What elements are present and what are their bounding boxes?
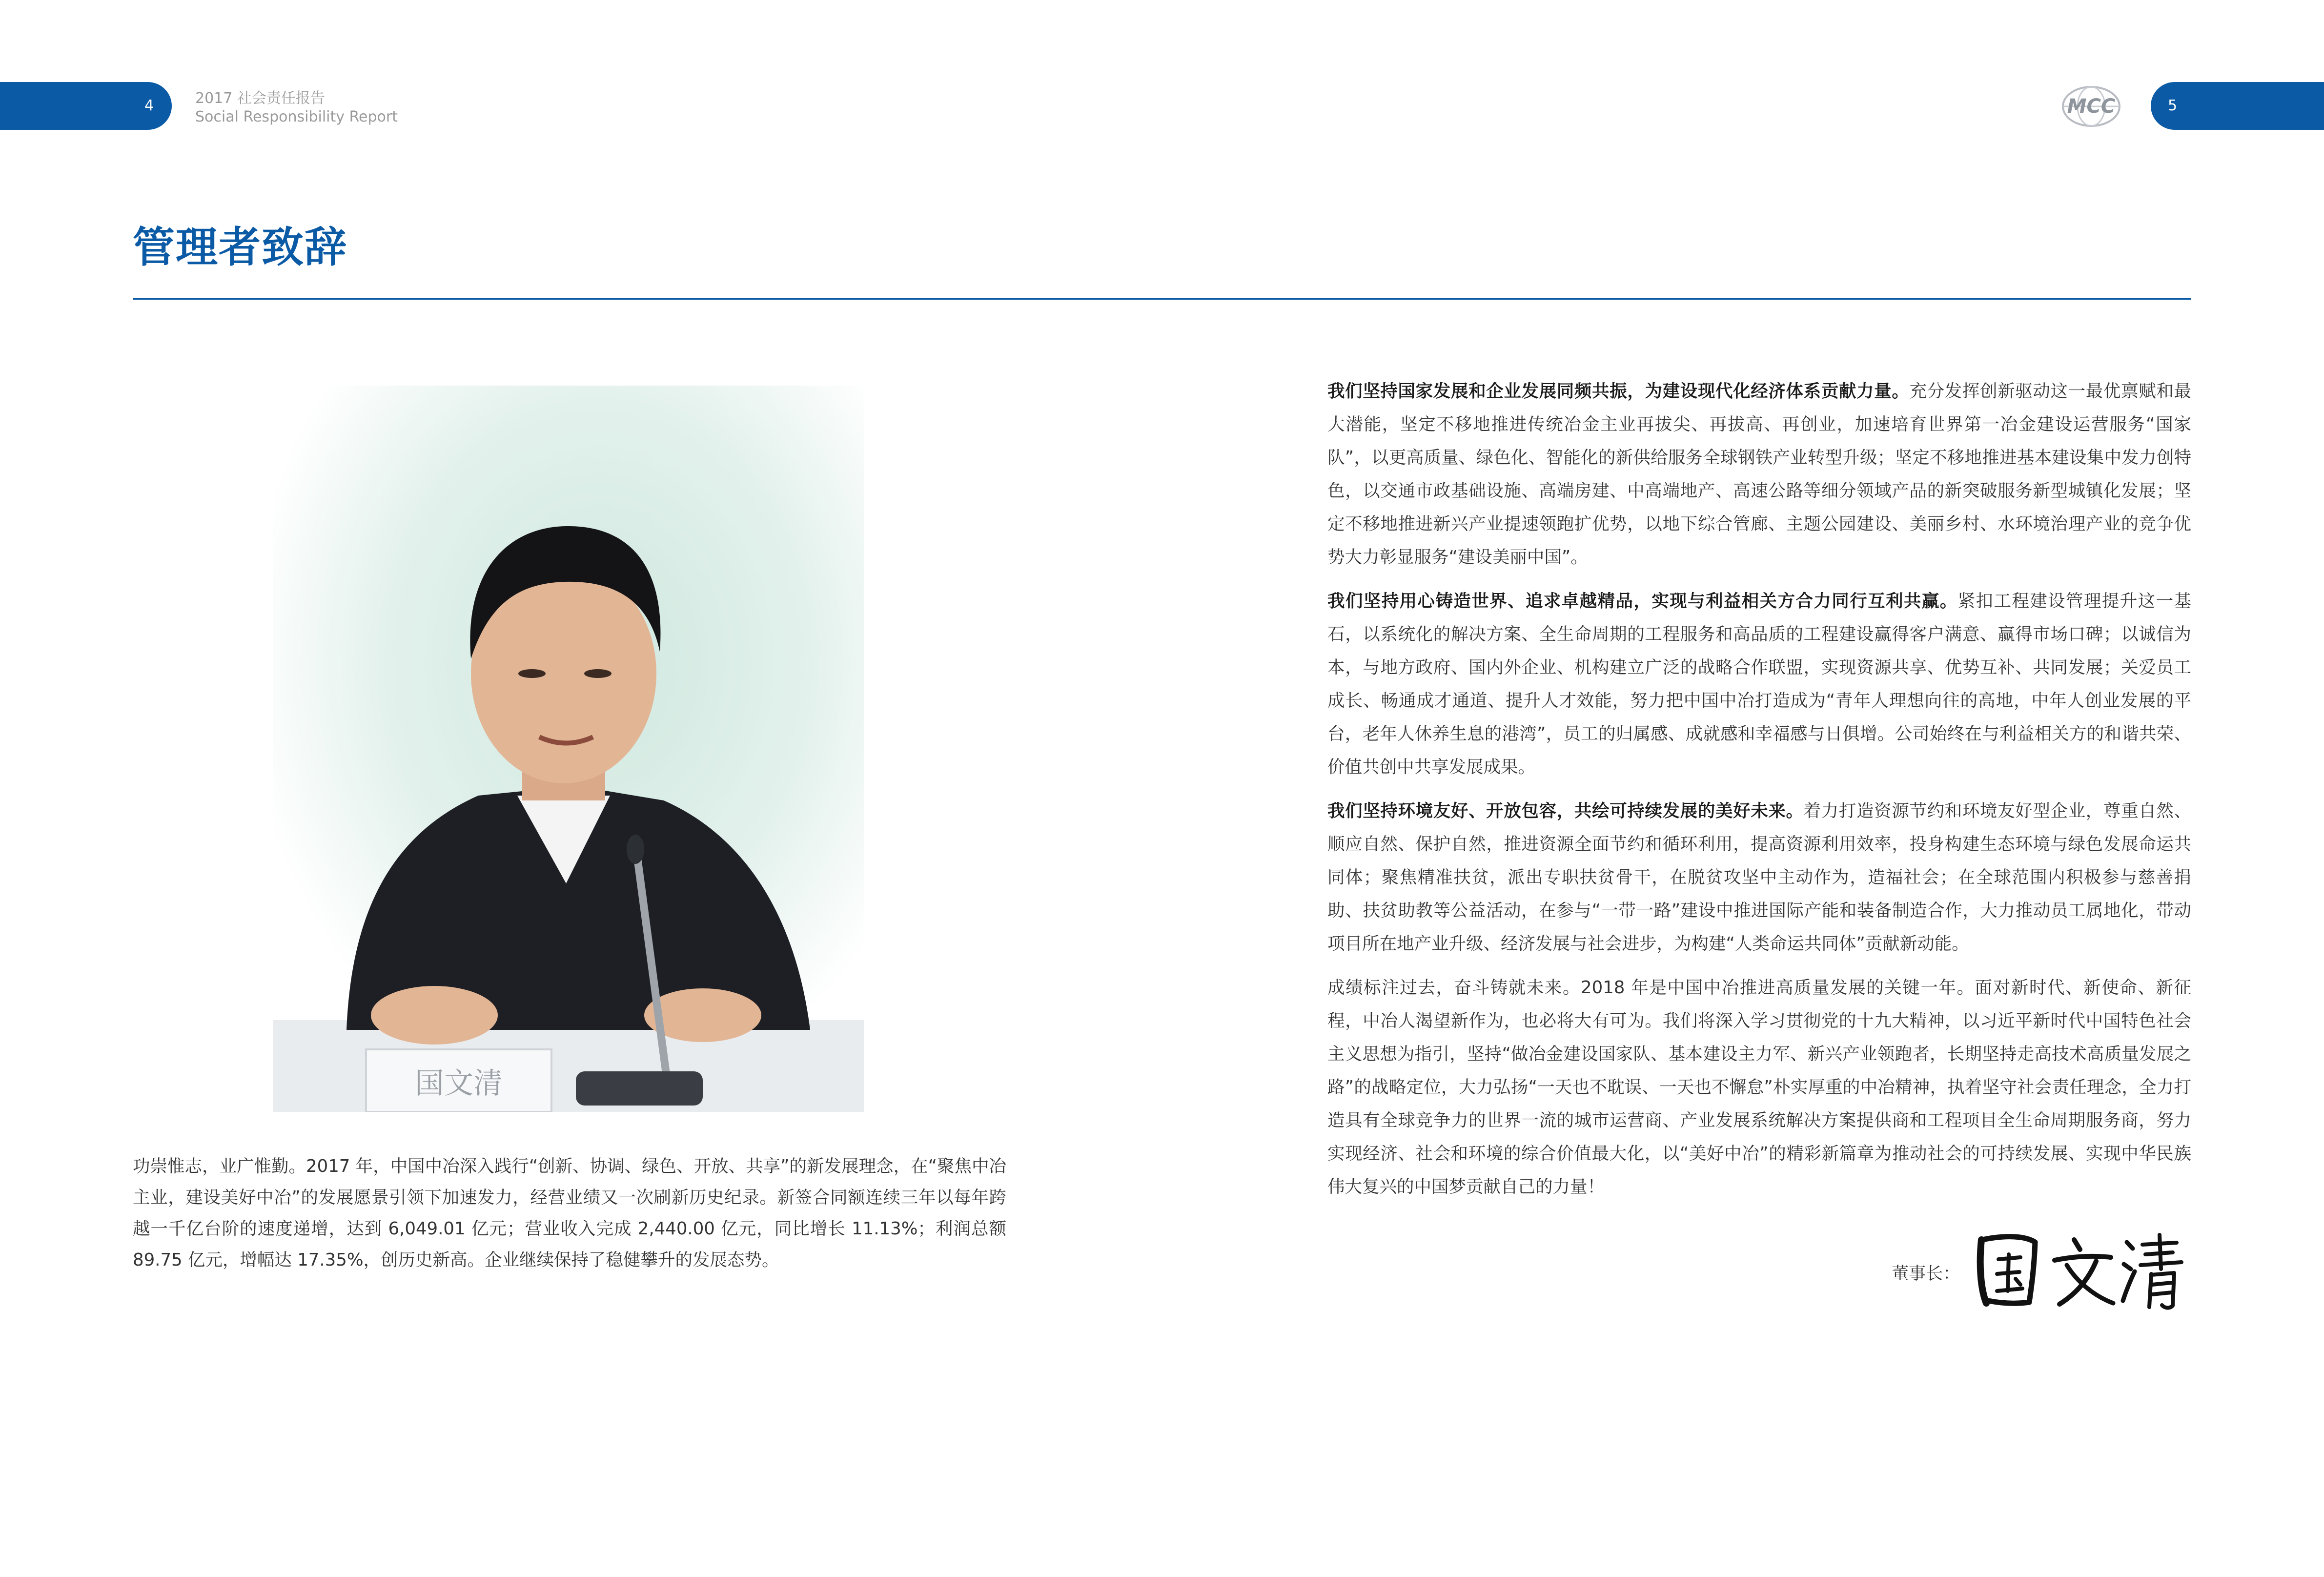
message-paragraph-4 [1327, 971, 2191, 1204]
paragraph-3-lead: 我们坚持环境友好、开放包容，共绘可持续发展的美好未来。 [1327, 801, 1804, 821]
paragraph-2-lead: 我们坚持用心铸造世界、追求卓越精品，实现与利益相关方合力同行互利共赢。 [1327, 591, 1958, 611]
paragraph-1-body: 充分发挥创新驱动这一最优禀赋和最大潜能，坚定不移地推进传统冶金主业再拔尖、再拔高、再创业，加速培育世界第一冶金建设运营服务“国家队”，以更高质量、绿色化、智能化的新供给服务全球钢铁产业转型升级；坚定不移地推进基本建设集中发力创特色，以交通市政基础设施、高端房建、中高端地产、高速公路等细分领域产品的新突破服务新型城镇化发展；坚定不移地推进新兴产业提速领跑扩优势，以地下综合管廊、主题公园建设、美丽乡村、水环境治理产业的竞争优势大力彰显服务“建设美丽中国”。 [1327, 381, 2191, 567]
message-paragraph-2 [1327, 585, 2191, 784]
signature-label: 董事长： [1892, 1264, 1960, 1284]
title-divider [133, 298, 2191, 300]
photo-nameplate: 国文清 [415, 1066, 503, 1101]
paragraph-2-body: 紧扣工程建设管理提升这一基石，以系统化的解决方案、全生命周期的工程服务和高品质的工程建设赢得客户满意、赢得市场口碑；以诚信为本，与地方政府、国内外企业、机构建立广泛的战略合作联盟，实现资源共享、优势互补、共同发展；关爱员工成长、畅通成才通道、提升人才效能，努力把中国中冶打造成为“青年人理想向往的高地，中年人创业发展的平台，老年人休养生息的港湾”，员工的归属感、成就感和幸福感与日俱增。公司始终在与利益相关方的和谐共荣、价值共创中共享发展成果。 [1327, 591, 2191, 777]
chairman-signature [1972, 1220, 2191, 1313]
page-title: 管理者致辞 [133, 223, 347, 272]
left-page-number: 4 [144, 97, 154, 114]
chairman-photo [273, 386, 864, 1112]
report-title-en: Social Responsibility Report [195, 108, 398, 125]
paragraph-1-lead: 我们坚持国家发展和企业发展同频共振，为建设现代化经济体系贡献力量。 [1327, 381, 1910, 401]
message-paragraph-1 [1327, 375, 2191, 574]
paragraph-3-body: 着力打造资源节约和环境友好型企业，尊重自然、顺应自然、保护自然，推进资源全面节约和循环利用，提高资源利用效率，投身构建生态环境与绿色发展命运共同体；聚焦精准扶贫，派出专职扶贫骨干，在脱贫攻坚中主动作为，造福社会；在全球范围内积极参与慈善捐助、扶贫助教等公益活动，在参与“一带一路”建设中推进国际产能和装备制造合作，大力推动员工属地化，带动项目所在地产业升级、经济发展与社会进步，为构建“人类命运共同体”贡献新动能。 [1327, 801, 2191, 954]
report-title-cn: 2017 社会责任报告 [195, 90, 325, 107]
message-paragraph-3 [1327, 795, 2191, 961]
mcc-logo [2050, 82, 2133, 131]
message-body [1327, 375, 2191, 1214]
logo-text: MCC [2067, 95, 2116, 118]
paragraph-4-body: 成绩标注过去，奋斗铸就未来。2018 年是中国中冶推进高质量发展的关键一年。面对新时代、新使命、新征程，中冶人渴望新作为，也必将大有可为。我们将深入学习贯彻党的十九大精神，以习近平新时代中国特色社会主义思想为指引，坚持“做冶金建设国家队、基本建设主力军、新兴产业领跑者，长期坚持走高技术高质量发展之路”的战略定位，大力弘扬“一天也不耽误、一天也不懈怠”朴实厚重的中冶精神，执着坚守社会责任理念，全力打造具有全球竞争力的世界一流的城市运营商、产业发展系统解决方案提供商和工程项目全生命周期服务商，努力实现经济、社会和环境的综合价值最大化，以“美好中冶”的精彩新篇章为推动社会的可持续发展、实现中华民族伟大复兴的中国梦贡献自己的力量！ [1327, 978, 2191, 1197]
right-page-number: 5 [2168, 97, 2178, 114]
report-title [195, 89, 398, 126]
intro-text [133, 1151, 1006, 1276]
intro-paragraph: 功崇惟志，业广惟勤。2017 年，中国中冶深入践行“创新、协调、绿色、开放、共享”的新发展理念，在“聚焦中冶主业，建设美好中冶”的发展愿景引领下加速发力，经营业绩又一次刷新历史纪录。新签合同额连续三年以每年跨越一千亿台阶的速度递增，达到 6,049.01 亿元；营业收入完成 2,440.00 亿元，同比增长 11.13%；利润总额 89.75 亿元，增幅达 17.35%，创历史新高。企业继续保持了稳健攀升的发展态势。 [133, 1156, 1006, 1270]
